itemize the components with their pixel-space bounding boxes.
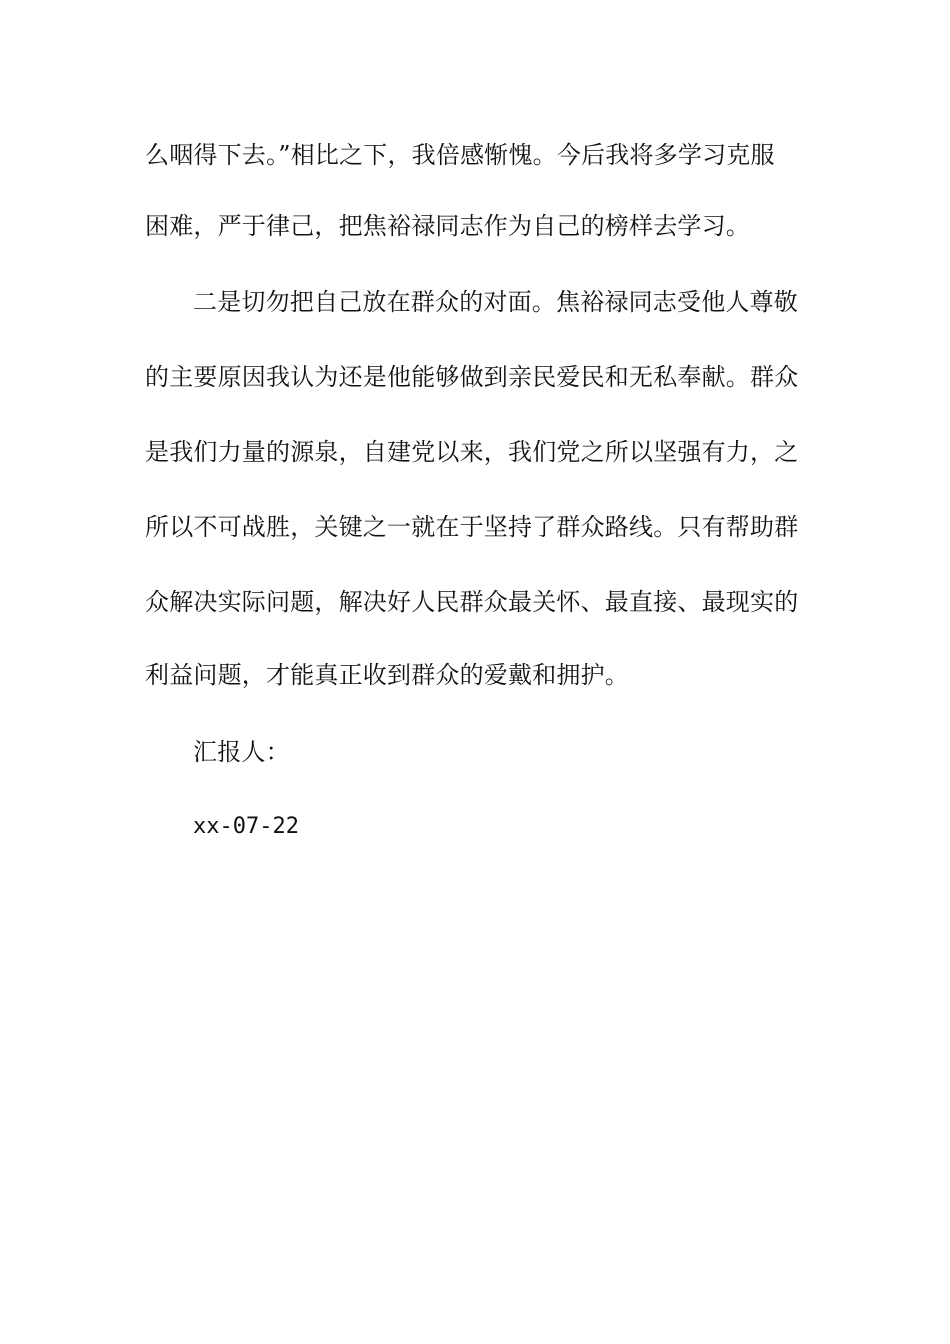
paragraph-line: 所以不可战胜，关键之一就在于坚持了群众路线。只有帮助群 (145, 513, 799, 541)
reporter-label: 汇报人： (193, 738, 290, 766)
paragraph-line: 二是切勿把自己放在群众的对面。焦裕禄同志受他人尊敬 (193, 288, 798, 316)
paragraph-line: 么咽得下去。”相比之下，我倍感惭愧。今后我将多学习克服 (145, 141, 775, 169)
paragraph-line: 众解决实际问题，解决好人民群众最关怀、最直接、最现实的 (145, 588, 799, 616)
paragraph-line: 是我们力量的源泉，自建党以来，我们党之所以坚强有力，之 (145, 438, 799, 466)
report-date: xx-07-22 (193, 814, 299, 839)
paragraph-line: 的主要原因我认为还是他能够做到亲民爱民和无私奉献。群众 (145, 363, 799, 391)
paragraph-line: 困难，严于律己，把焦裕禄同志作为自己的榜样去学习。 (145, 212, 750, 240)
paragraph-line: 利益问题，才能真正收到群众的爱戴和拥护。 (145, 661, 629, 689)
